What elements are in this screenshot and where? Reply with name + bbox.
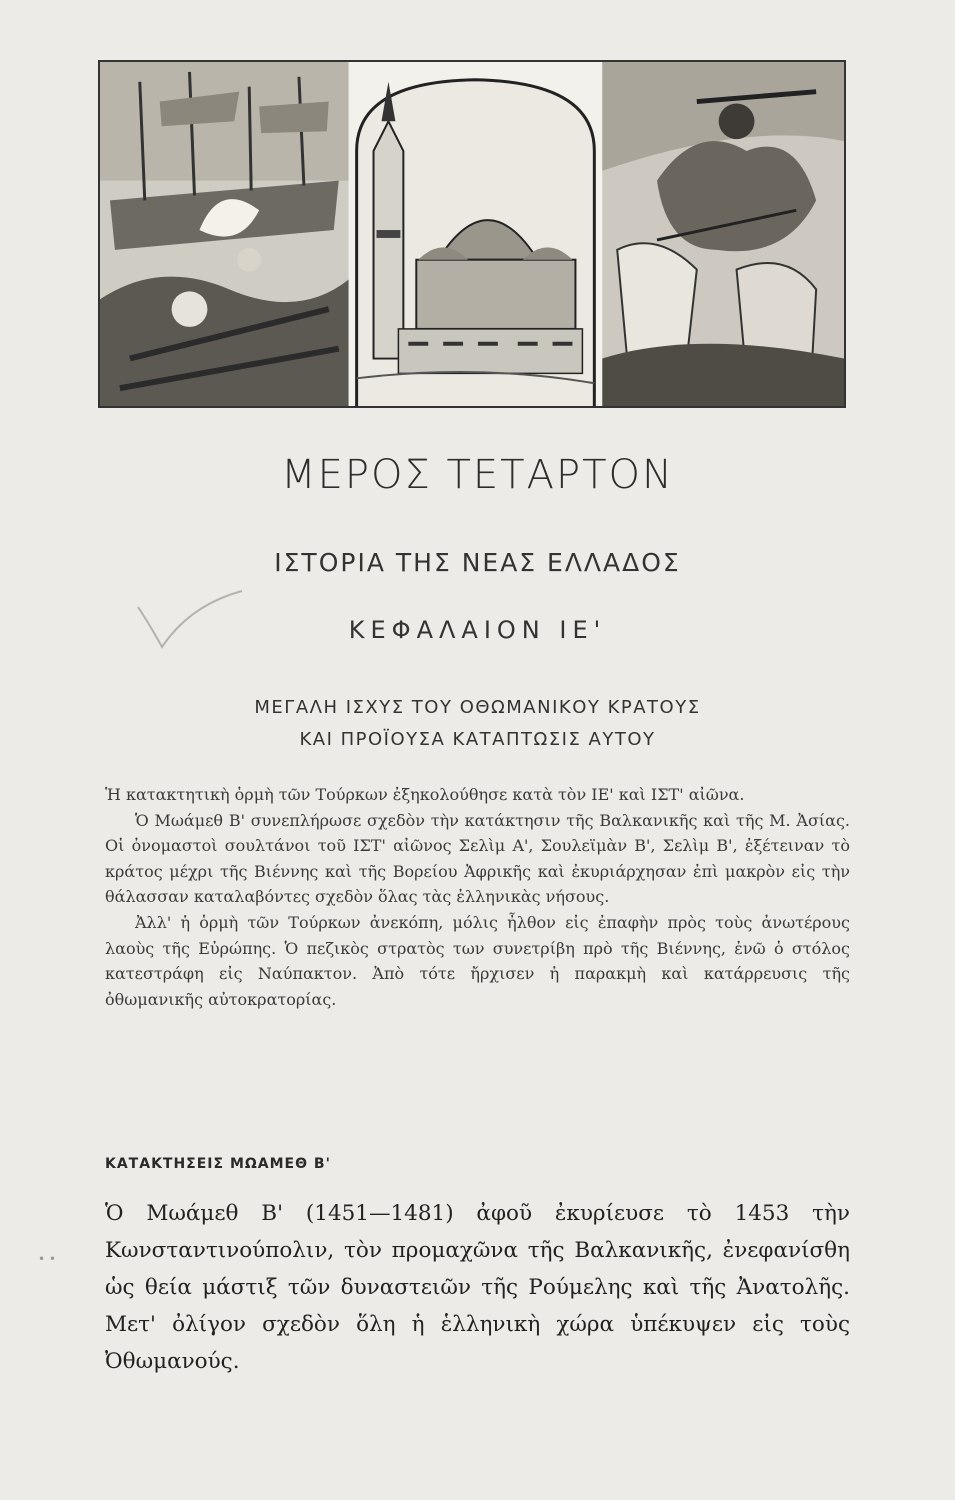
naval-battle-panel xyxy=(100,62,349,406)
engraving-triptych xyxy=(100,62,844,406)
chapter-number: ΚΕΦΑΛΑΙΟΝ ΙΕ' xyxy=(348,616,607,644)
chapter-title-line1: ΜΕΓΑΛΗ ΙΣΧΥΣ ΤΟΥ ΟΘΩΜΑΝΙΚΟΥ ΚΡΑΤΟΥΣ xyxy=(254,697,701,718)
battle-scene-panel xyxy=(602,62,844,406)
subtitle: ΙΣΤΟΡΙΑ ΤΗΣ ΝΕΑΣ ΕΛΛΑΔΟΣ xyxy=(274,548,681,577)
section-heading: ΚΑΤΑΚΤΗΣΕΙΣ ΜΩΑΜΕΘ Β' xyxy=(105,1156,331,1172)
section-body xyxy=(105,1195,850,1380)
summary-paragraph: Ἡ κατακτητικὴ ὁρμὴ τῶν Τούρκων ἐξηκολούθησε κατὰ τὸν ΙΕ' καὶ ΙΣΤ' αἰῶνα. xyxy=(105,785,745,804)
chapter-summary xyxy=(105,782,850,1012)
margin-mark: • • xyxy=(38,1252,56,1266)
mosque-panel xyxy=(349,62,603,406)
chapter-title-line2: ΚΑΙ ΠΡΟΪΟΥΣΑ ΚΑΤΑΠΤΩΣΙΣ ΑΥΤΟΥ xyxy=(299,729,656,750)
part-title: ΜΕΡΟΣ ΤΕΤΑΡΤΟΝ xyxy=(281,452,674,498)
body-paragraph: Ὁ Μωάμεθ Β' (1451—1481) ἀφοῦ ἐκυρίευσε τὸ 1453 τὴν Κωνσταντινούπολιν, τὸν προμαχῶνα τῆς Βαλκανικῆς, ἐνεφανίσθη ὡς θεία μάστιξ τῶν δυναστειῶν τῆς Ρούμελης καὶ τῆς Ἀνατολῆς. Μετ' ὀλίγον σχεδὸν ὅλη ἡ ἑλληνικὴ χώρα ὑπέκυψεν εἰς τοὺς Ὀθωμανούς. xyxy=(105,1201,850,1374)
header-illustration xyxy=(98,60,846,408)
summary-paragraph: Ἀλλ' ἡ ὁρμὴ τῶν Τούρκων ἀνεκόπη, μόλις ἦλθον εἰς ἐπαφὴν πρὸς τοὺς ἀνωτέρους λαοὺς τῆς Εὐρώπης. Ὁ πεζικὸς στρατὸς των συνετρίβη πρὸ τῆς Βιέννης, ἐνῶ ὁ στόλος κατεστράφη εἰς Ναύπακτον. Ἀπὸ τότε ἤρχισεν ἡ παρακμὴ καὶ κατάρρευσις τῆς ὀθωμανικῆς αὐτοκρατορίας. xyxy=(105,912,850,1009)
chapter-title xyxy=(0,692,955,756)
summary-paragraph: Ὁ Μωάμεθ Β' συνεπλήρωσε σχεδὸν τὴν κατάκτησιν τῆς Βαλκανικῆς καὶ τῆς Μ. Ἀσίας. Οἱ ὀνομαστοὶ σουλτάνοι τοῦ ΙΣΤ' αἰῶνος Σελὶμ Α', Σουλεϊμὰν Β', Σελὶμ Β', ἐξέτειναν τὸ κράτος μέχρι τῆς Βιέννης καὶ τῆς Βορείου Ἀφρικῆς καὶ ἐκυριάρχησαν ἐπὶ μακρὸν εἰς τὴν θάλασσαν καταλαβόντες σχεδὸν ὅλας τὰς ἑλληνικὰς νήσους. xyxy=(105,810,850,907)
